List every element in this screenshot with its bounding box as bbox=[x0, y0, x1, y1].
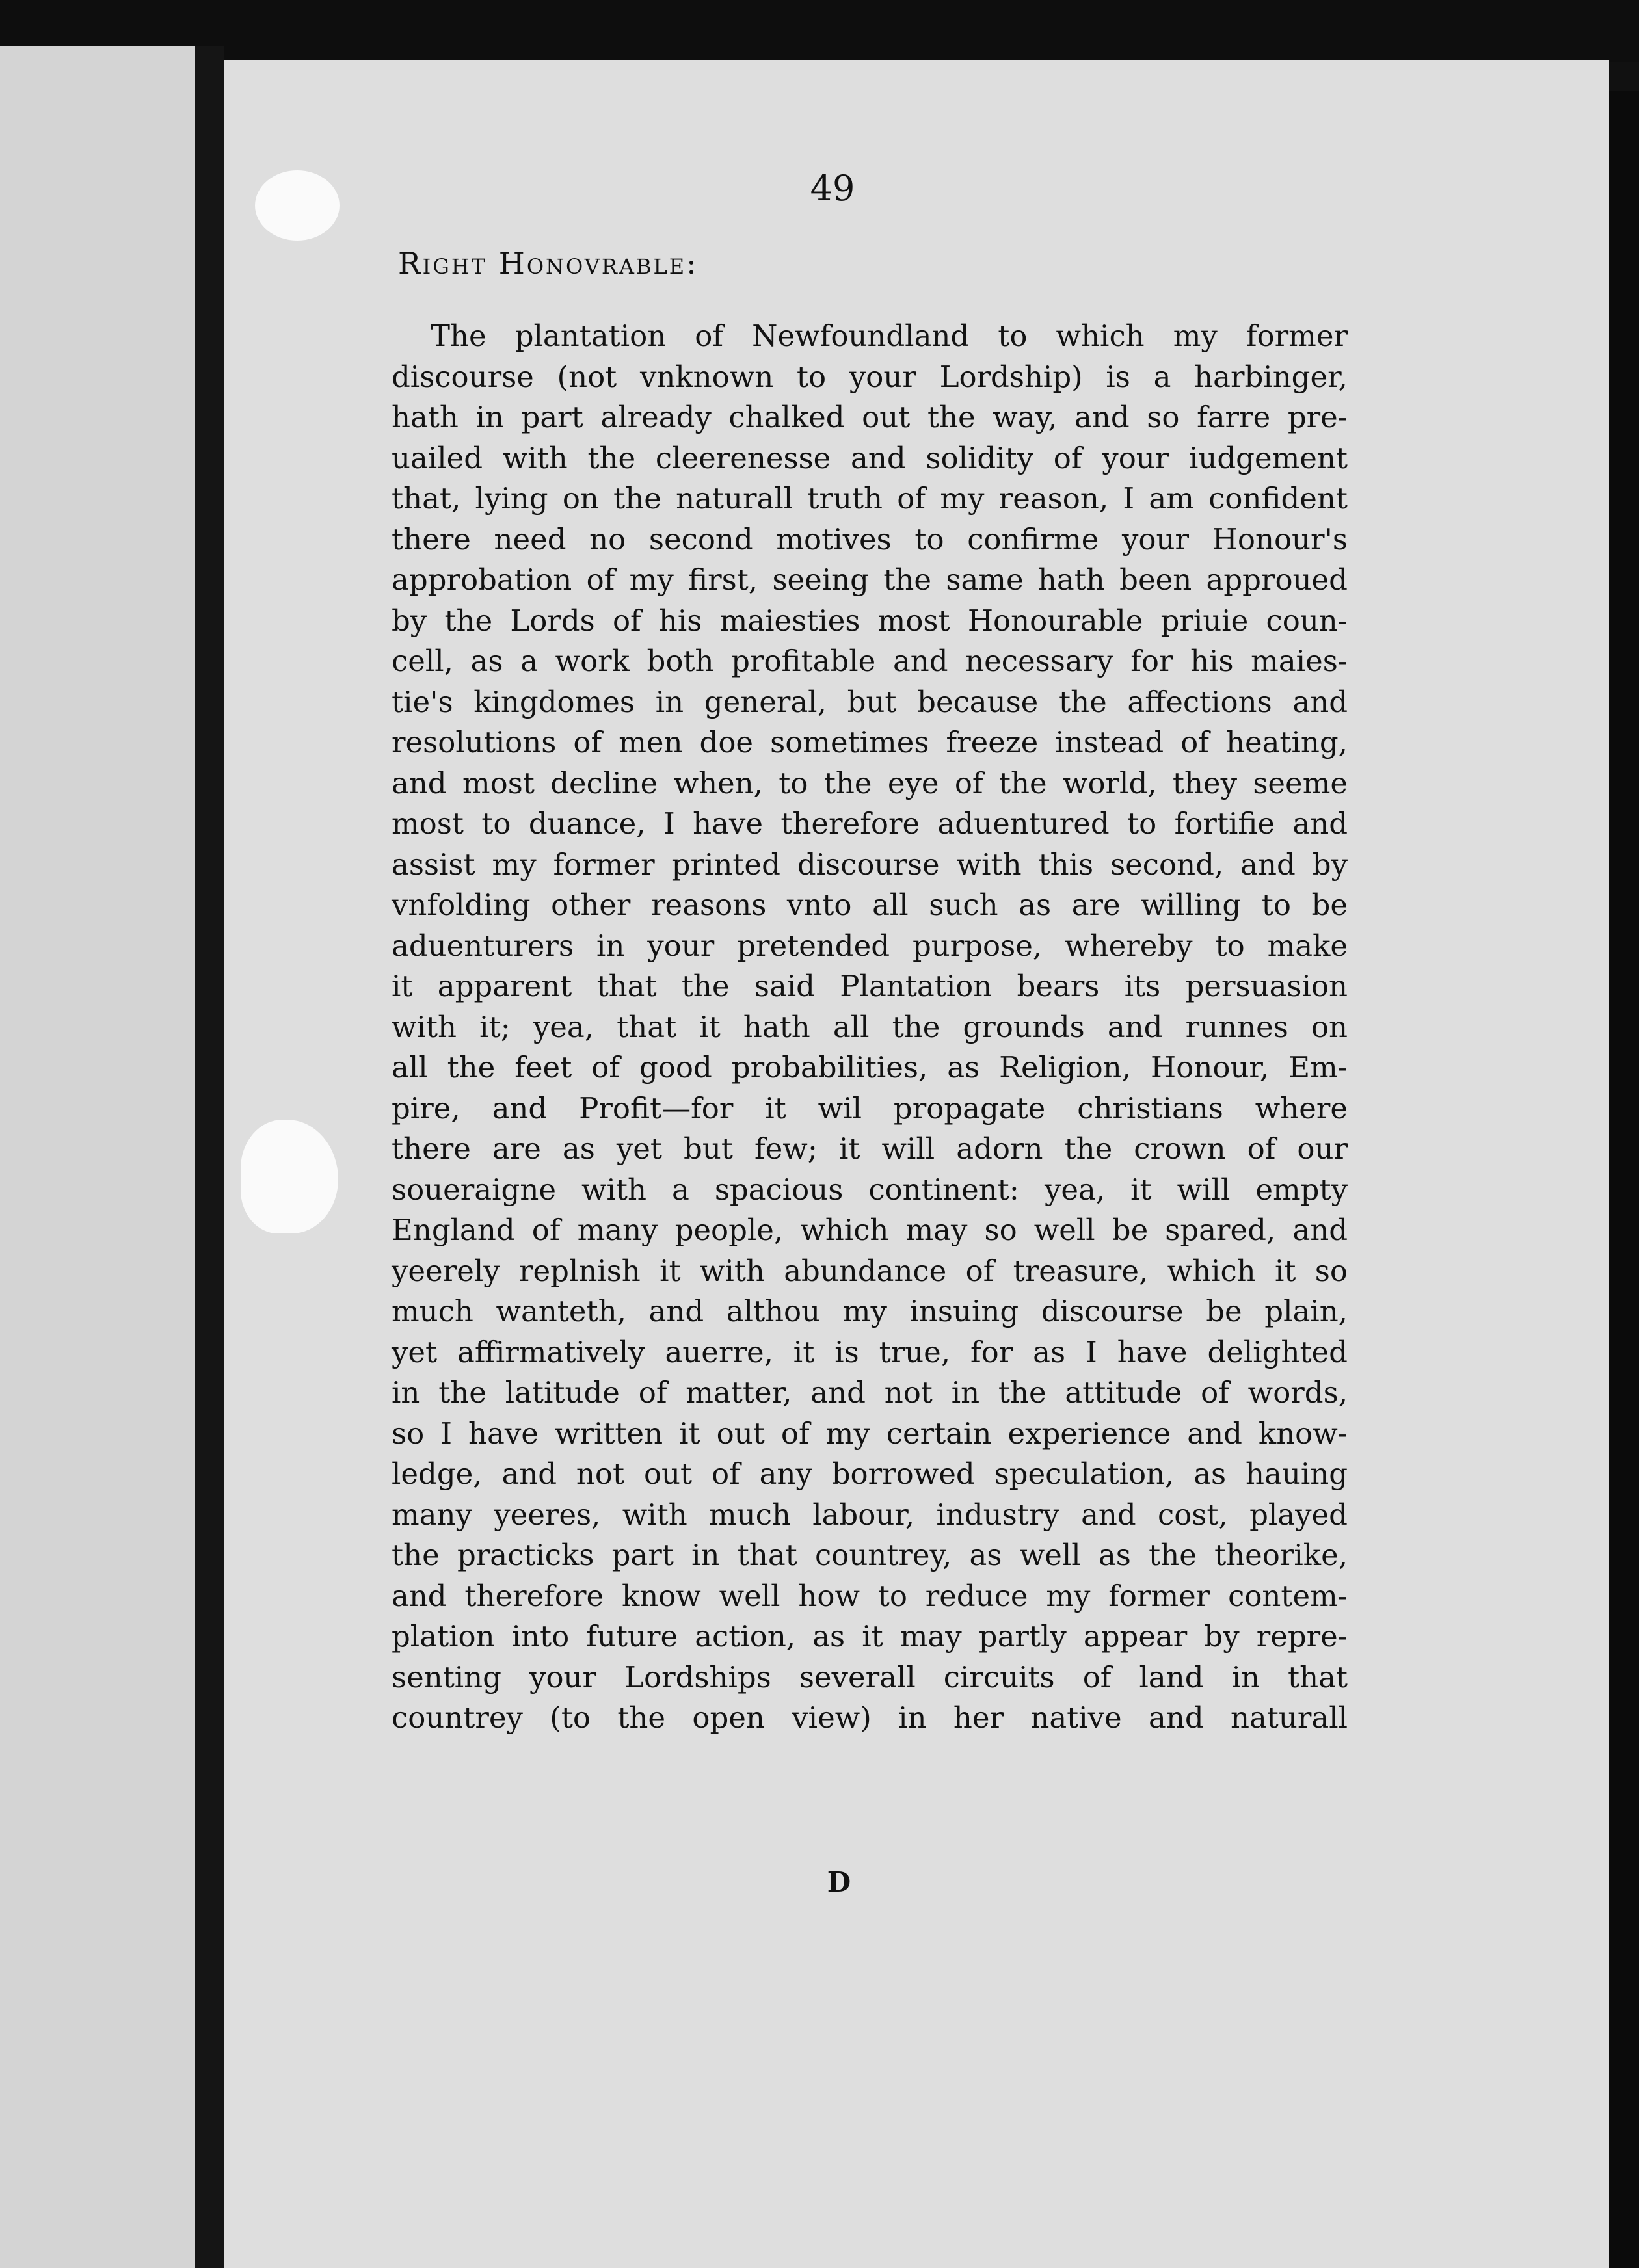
text-line: senting your Lordships severall circuits of land in that bbox=[392, 1659, 1348, 1694]
text-line: by the Lords of his maiesties most Honourable priuie coun- bbox=[392, 603, 1348, 638]
text-line: with it; yea, that it hath all the grounds and runnes on bbox=[392, 1009, 1348, 1044]
text-line: approbation of my first, seeing the same hath been approued bbox=[392, 562, 1348, 597]
text-line: many yeeres, with much labour, industry and cost, played bbox=[392, 1497, 1348, 1532]
text-line: hath in part already chalked out the way, and so farre pre- bbox=[392, 400, 1348, 434]
facing-page-edge bbox=[0, 46, 195, 2268]
page-number: 49 bbox=[810, 168, 855, 209]
text-line: that, lying on the naturall truth of my reason, I am confident bbox=[392, 481, 1348, 516]
text-line: England of many people, which may so well be spared, and bbox=[392, 1213, 1348, 1247]
letter-body bbox=[392, 316, 1348, 1739]
text-line: so I have written it out of my certain experience and know- bbox=[392, 1416, 1348, 1451]
text-line: cell, as a work both profitable and necessary for his maies- bbox=[392, 644, 1348, 678]
book-gutter bbox=[195, 46, 224, 2268]
text-line: yeerely replnish it with abundance of treasure, which it so bbox=[392, 1253, 1348, 1288]
text-line: uailed with the cleerenesse and solidity of your iudgement bbox=[392, 440, 1348, 475]
text-line: and most decline when, to the eye of the world, they seeme bbox=[392, 765, 1348, 800]
text-line: all the feet of good probabilities, as Religion, Honour, Em- bbox=[392, 1050, 1348, 1085]
text-line: The plantation of Newfoundland to which my former bbox=[431, 319, 1348, 353]
text-line: there are as yet but few; it will adorn the crown of our bbox=[392, 1131, 1348, 1166]
text-line: ledge, and not out of any borrowed speculation, as hauing bbox=[392, 1457, 1348, 1491]
text-line: most to duance, I have therefore aduentured to fortifie and bbox=[392, 806, 1348, 841]
scan-blemish bbox=[255, 170, 340, 241]
salutation-heading: Right Honovrable: bbox=[398, 246, 699, 281]
text-line: assist my former printed discourse with this second, and by bbox=[392, 847, 1348, 882]
signature-mark: D bbox=[827, 1866, 851, 1898]
text-line: resolutions of men doe sometimes freeze instead of heating, bbox=[392, 725, 1348, 759]
text-line: soueraigne with a spacious continent: yea, it will empty bbox=[392, 1172, 1348, 1207]
text-line: pire, and Profit—for it wil propagate christians where bbox=[392, 1090, 1348, 1126]
text-line: in the latitude of matter, and not in the attitude of words, bbox=[392, 1375, 1348, 1410]
text-line: tie's kingdomes in general, but because the affections and bbox=[392, 684, 1348, 719]
text-line: it apparent that the said Plantation bears its persuasion bbox=[392, 969, 1348, 1003]
text-line: yet affirmatively auerre, it is true, for as I have delighted bbox=[392, 1334, 1348, 1369]
text-line: discourse (not vnknown to your Lordship) is a harbinger, bbox=[392, 359, 1348, 394]
text-line: plation into future action, as it may partly appear by repre- bbox=[392, 1619, 1348, 1654]
text-line: the practicks part in that countrey, as well as the theorike, bbox=[392, 1538, 1348, 1572]
scan-top-border bbox=[0, 0, 1639, 62]
scan-right-border bbox=[1609, 91, 1639, 2268]
text-line: countrey (to the open view) in her native and naturall bbox=[392, 1700, 1348, 1735]
text-line: vnfolding other reasons vnto all such as are willing to be bbox=[392, 888, 1348, 922]
text-line: there need no second motives to confirme your Honour's bbox=[392, 521, 1348, 557]
text-line: aduenturers in your pretended purpose, whereby to make bbox=[392, 928, 1348, 963]
text-line: and therefore know well how to reduce my former contem- bbox=[392, 1578, 1348, 1613]
text-line: much wanteth, and althou my insuing discourse be plain, bbox=[392, 1294, 1348, 1328]
